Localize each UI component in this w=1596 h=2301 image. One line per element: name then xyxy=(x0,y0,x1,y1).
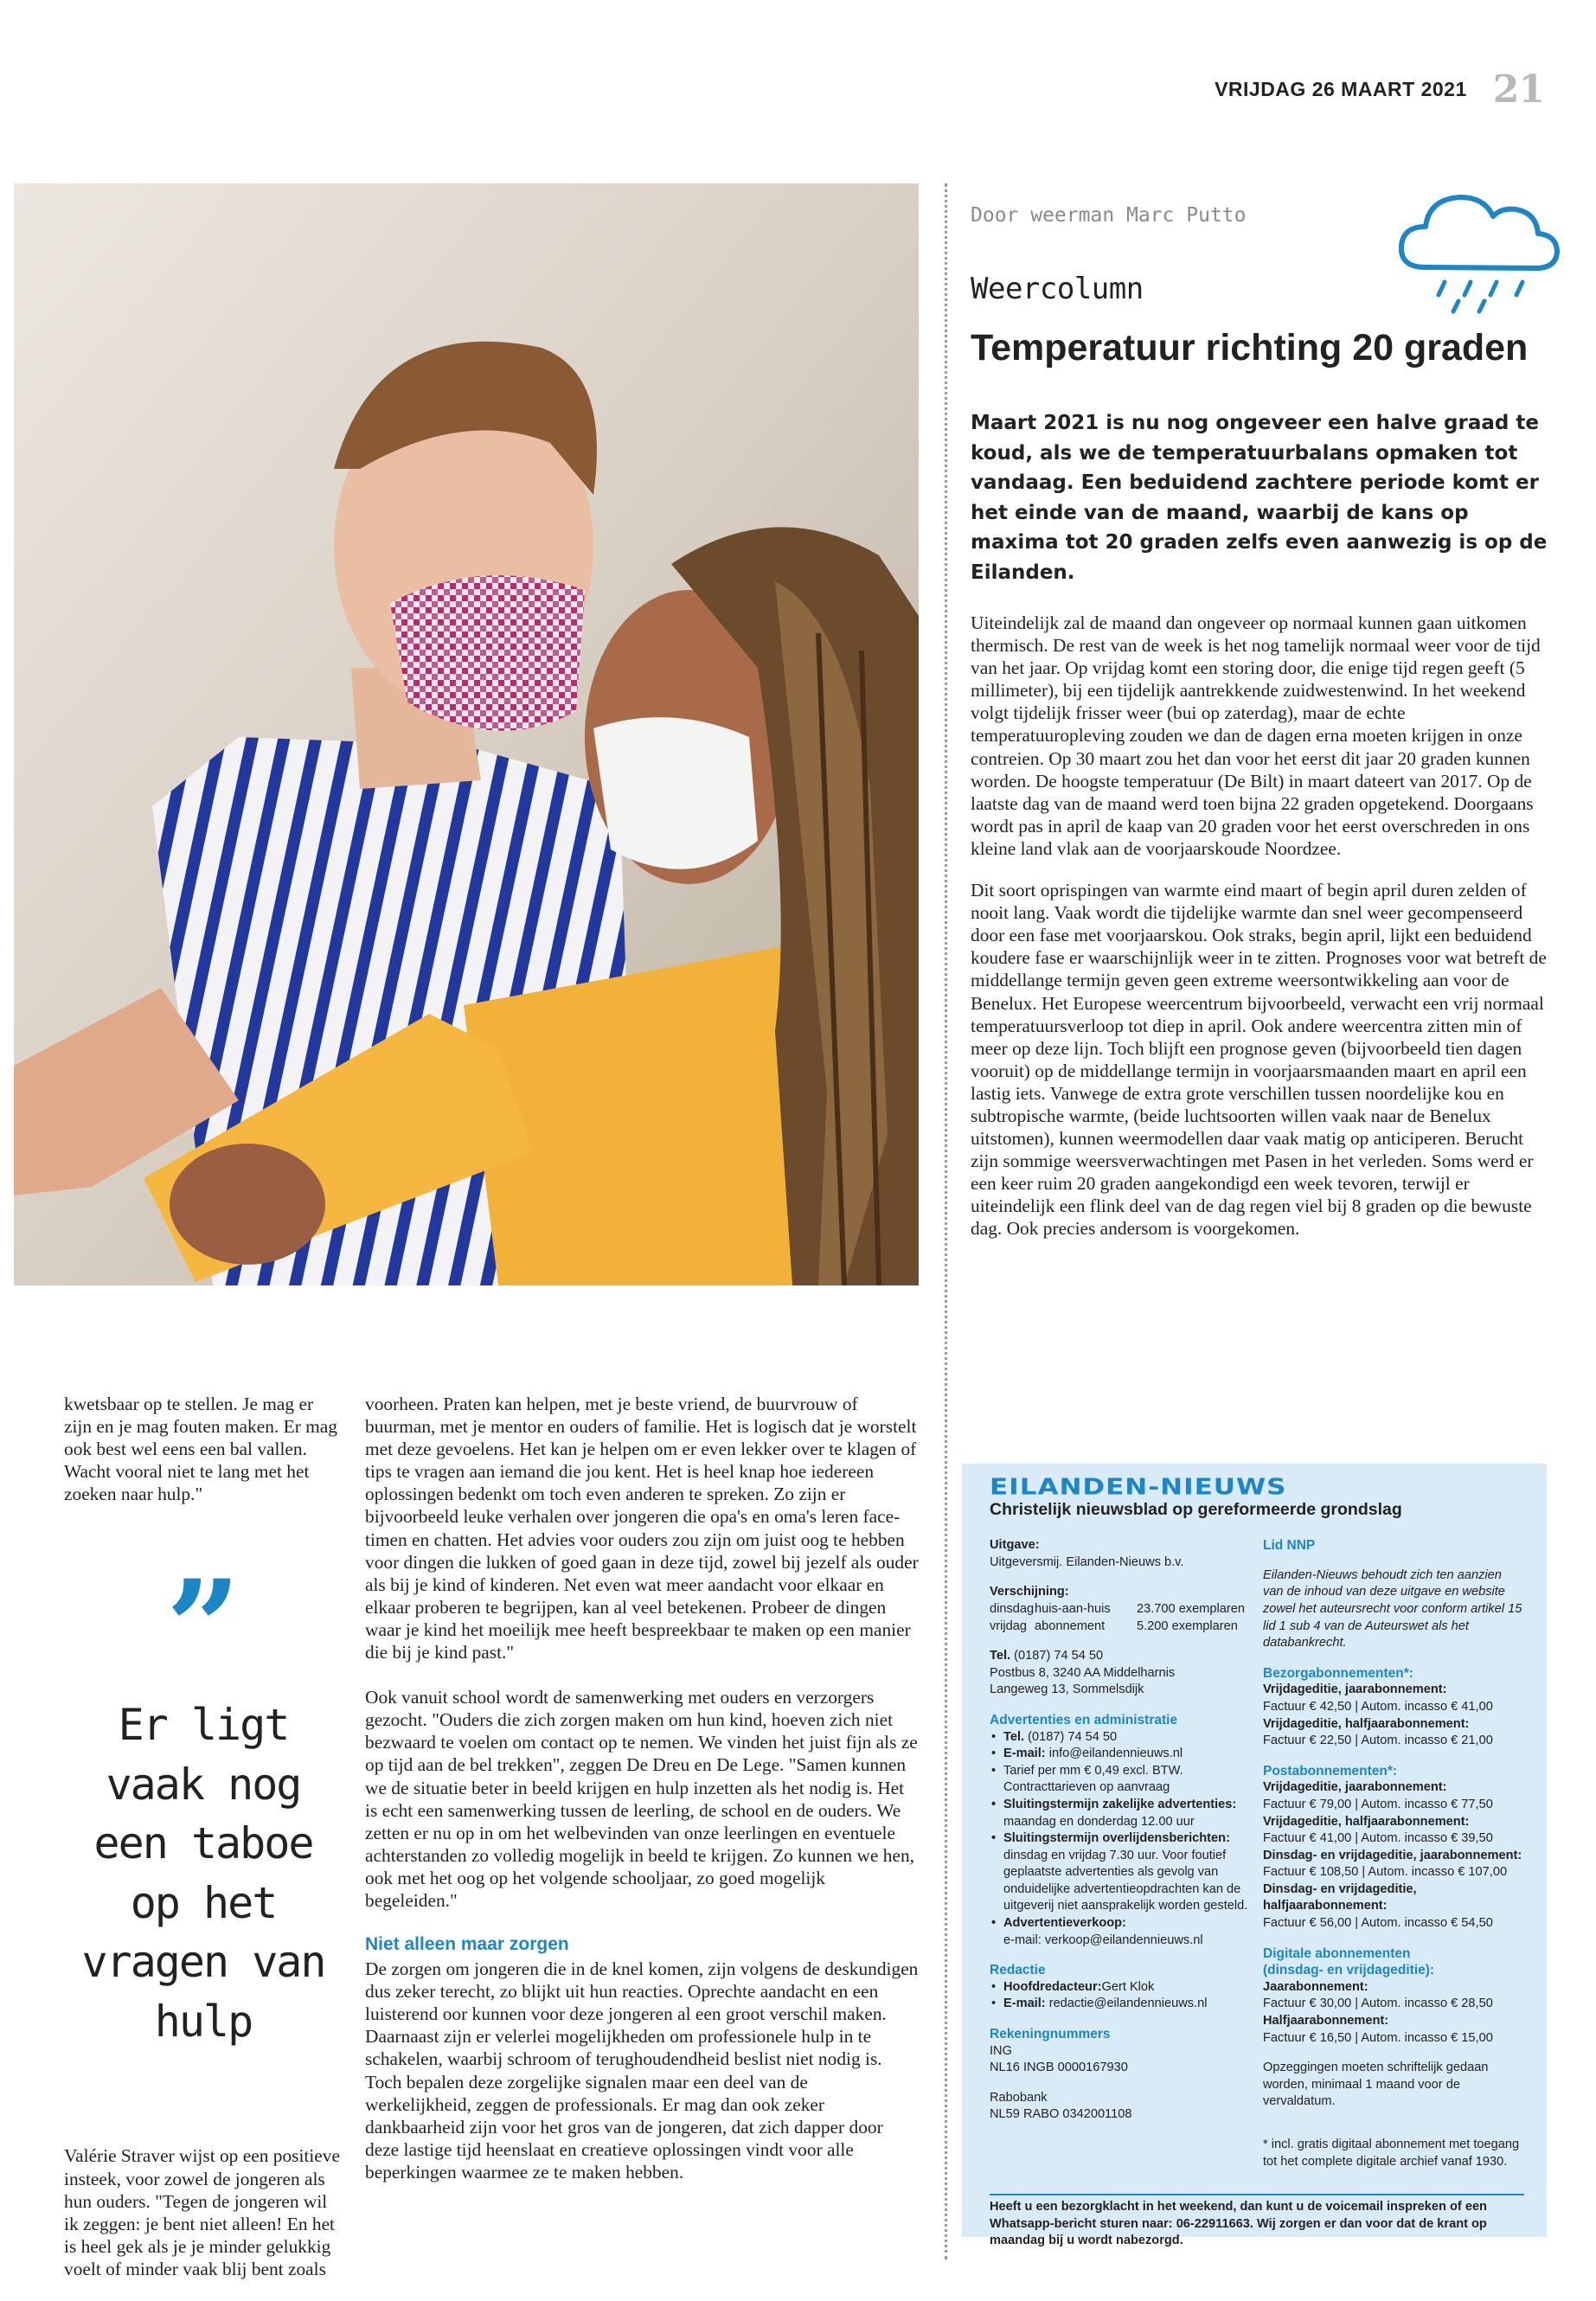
body-paragraph: voorheen. Praten kan helpen, met je beste vriend, de buurvrouw of buurman, met je mentor en ouders of familie. Het is logisch dat je worstelt met deze gevoelens. Het kan je helpen om er even lekker over te klagen of tips te vragen aan iemand die jou kent. Het is heel knap hoe iedereen oplossingen bedenkt om toch even anderen te spreken. Zo zijn er bijvoorbeeld leuke verhalen over jongeren die opa's en oma's leren face-timen en chatten. Het advies voor ouders zou zijn om juist oog te hebben voor dingen die lukken of goed gaan in deze tijd, zowel bij jezelf als ouder als bij je kind of kinderen. Net even wat meer aandacht voor elkaar en elkaar proberen te begrijpen, kan al veel betekenen. Probeer de dingen waar je kind het moeilijk mee heeft bespreekbaar te maken op een manier die bij je kind past." xyxy=(365,1394,919,1663)
article-photo xyxy=(14,183,919,1285)
sluit-zakelijk-label: • Sluitingstermijn zakelijke advertenties: xyxy=(990,1797,1263,1814)
price-value: Factuur € 41,00 | Autom. incasso € 39,50 xyxy=(1263,1831,1493,1846)
verschijning-row: vrijdag abonnement 5.200 exemplaren xyxy=(990,1618,1238,1633)
body-paragraph: Uiteindelijk zal de maand dan ongeveer op normaal kunnen gaan uitkomen thermisch. De rest van de week is het nog tamelijk normaal weer voor de tijd van het jaar. Op vrijdag komt een storing door, die enige tijd regen geeft (5 millimeter), bij een tijdelijk aantrekkende zuidwestenwind. In het weekend volgt tijdelijk frisser weer (bui op zaterdag), maar de echte temperatuuropleving zouden we dan de dagen erna moeten krijgen in onze contreien. Op 30 maart zou het dan voor het eerst dit jaar 20 graden kunnen worden. De hoogste temperatuur (De Bilt) in maart dateert van 2017. Op de laatste dag van de maand werd toen bijna 22 graden opgetekend. Doorgaans wordt pas in april de kaap van 20 graden voor het eerst overschreden in ons kleine land vlak aan de voorjaarskoude Noordzee. xyxy=(971,612,1541,859)
redactie-title: Redactie xyxy=(990,1963,1046,1978)
colophon-footer: Heeft u een bezorgklacht in het weekend, dan kunt u de voicemail inspreken of een Whatsapp-bericht sturen naar: 06-22911663. Wij zorgen er dan voor dat de krant op maandag bij u wordt nabezorgd. xyxy=(990,2200,1487,2248)
article-column-left xyxy=(64,1393,343,2280)
price-value: Factuur € 22,50 | Autom. incasso € 21,00 xyxy=(1263,1734,1493,1748)
author-byline: Door weerman Marc Putto xyxy=(971,204,1247,227)
footnote: * incl. gratis digitaal abonnement met toegang tot het complete digitale archief vanaf 1930. xyxy=(1263,2138,1520,2169)
page-header xyxy=(1215,67,1544,111)
sluit-overl-line: uitgeverij niet aansprakelijk worden gesteld. xyxy=(1003,1899,1248,1913)
body-paragraph: Ook vanuit school wordt de samenwerking met ouders en verzorgers gezocht. "Ouders die zich zorgen maken om hun kind, hoeven zich niet bezwaard te voelen om contact op te nemen. We vinden het juist fijn als ze op tijd aan de bel trekken", zeggen De Dreu en De Lege. "Samen kunnen we de situatie beter in beeld krijgen en hulp inzetten als het nodig is. Het is echt een samenwerking tussen de leerling, de school en de ouders. We zetten er nu op in om het welbevinden van onze leerlingen en eventuele achterstanden zo volledig mogelijk in beeld te krijgen. Zo kunnen we hen, ook met het oog op het volgende schooljaar, zo goed mogelijk begeleiden." xyxy=(365,1687,918,1911)
address-line: Langeweg 13, Sommelsdijk xyxy=(990,1682,1144,1697)
sluit-overl-line: geplaatste advertenties als gevolg van xyxy=(1003,1865,1219,1880)
rain-cloud-icon xyxy=(1391,185,1564,315)
bank-name: ING xyxy=(990,2043,1012,2058)
hoofdredacteur: • Hoofdredacteur:Gert Klok xyxy=(990,1979,1263,1997)
digi-subtitle: (dinsdag- en vrijdageditie): xyxy=(1263,1963,1435,1978)
price-label: Dinsdag- en vrijdageditie, jaarabonnement: xyxy=(1263,1848,1522,1862)
article-column-middle xyxy=(365,1393,919,2183)
colophon-divider xyxy=(990,2194,1524,2195)
verkoop-label: • Advertentieverkoop: xyxy=(990,1915,1263,1932)
column-name: Weercolumn xyxy=(971,272,1144,306)
page-number: 21 xyxy=(1492,67,1544,112)
price-value: Factuur € 108,50 | Autom. incasso € 107,00 xyxy=(1263,1865,1508,1880)
sluit-zakelijk-value: maandag en donderdag 12.00 uur xyxy=(1003,1814,1195,1829)
redactie-email: • E-mail: redactie@eilandennieuws.nl xyxy=(990,1996,1263,2013)
sluit-overl-line: dinsdag en vrijdag 7.30 uur. Voor foutief xyxy=(1003,1848,1227,1862)
body-paragraph: Valérie Straver wijst op een positieve insteek, voor zowel de jongeren als hun ouders. "Tegen de jongeren wil ik zeggen: je bent niet alleen! En het is heel gek als je je minder gelukkig voelt of minder vaak blij bent zoals xyxy=(64,2145,340,2279)
pull-quote: Er ligt vaak nog een taboe op het vragen van hulp xyxy=(81,1700,325,2047)
sluit-overl-label: • Sluitingstermijn overlijdensberichten: xyxy=(990,1830,1263,1848)
tagline: Christelijk nieuwsblad op gereformeerde grondslag xyxy=(990,1499,1402,1519)
price-value: Factuur € 56,00 | Autom. incasso € 54,50 xyxy=(1263,1916,1493,1931)
price-value: Factuur € 30,00 | Autom. incasso € 28,50 xyxy=(1263,1997,1493,2011)
quote-mark-icon: ” xyxy=(165,1552,241,1705)
adv-title: Advertenties en administratie xyxy=(990,1712,1178,1727)
adv-tarief-note: Contracttarieven op aanvraag xyxy=(1003,1780,1170,1795)
colophon-right xyxy=(1263,1537,1522,2170)
weather-column xyxy=(971,204,1550,1240)
price-value: Factuur € 42,50 | Autom. incasso € 41,00 xyxy=(1263,1699,1493,1714)
sluit-overl-line: onduidelijke advertentieopdrachten kan de xyxy=(1003,1881,1241,1896)
bank-account: NL59 RABO 0342001108 xyxy=(990,2107,1132,2122)
header-date: VRIJDAG 26 MAART 2021 xyxy=(1215,77,1467,100)
price-value: Factuur € 79,00 | Autom. incasso € 77,50 xyxy=(1263,1797,1493,1811)
intro-paragraph: Maart 2021 is nu nog ongeveer een halve graad te koud, als we de temperatuurbalans opmaken tot vandaag. Een beduidend zachtere periode komt er het einde van de maand, waarbij de kans op maxima tot 20 graden zelfs even aanwezig is op de Eilanden. xyxy=(971,412,1548,584)
opzeg-text: Opzeggingen moeten schriftelijk gedaan worden, minimaal 1 maand voor de vervaldatum. xyxy=(1263,2061,1489,2109)
digi-title: Digitale abonnementen xyxy=(1263,1945,1411,1961)
verkoop-value: e-mail: verkoop@eilandennieuws.nl xyxy=(1003,1932,1203,1947)
price-label: Halfjaarabonnement: xyxy=(1263,2014,1389,2029)
adv-tarief: • Tarief per mm € 0,49 excl. BTW. xyxy=(990,1763,1263,1780)
rekening-title: Rekeningnummers xyxy=(990,2027,1111,2042)
price-label: Dinsdag- en vrijdageditie, halfjaarabonnement: xyxy=(1263,1881,1417,1913)
bank-name: Rabobank xyxy=(990,2090,1048,2105)
verschijning-row: dinsdag huis-aan-huis 23.700 exemplaren xyxy=(990,1601,1245,1616)
bezorg-title: Bezorgabonnementen*: xyxy=(1263,1665,1413,1681)
price-label: Vrijdageditie, jaarabonnement: xyxy=(1263,1780,1447,1795)
adv-email: • E-mail: info@eilandennieuws.nl xyxy=(990,1746,1263,1763)
verschijning-label: Verschijning: xyxy=(990,1585,1069,1599)
colophon-box xyxy=(962,1464,1547,2248)
headline: Temperatuur richting 20 graden xyxy=(971,327,1529,369)
price-label: Vrijdageditie, jaarabonnement: xyxy=(1263,1682,1447,1697)
adv-tel: • Tel. (0187) 74 54 50 xyxy=(990,1729,1263,1747)
price-label: Vrijdageditie, halfjaarabonnement: xyxy=(1263,1716,1470,1731)
price-label: Jaarabonnement: xyxy=(1263,1979,1368,1994)
body-paragraph: Dit soort oprispingen van warmte eind maart of begin april duren zelden of nooit lang. Vaak wordt die tijdelijke warmte dan snel weer gecompenseerd door een fase met voorjaarskou. Ook straks, begin april, lijkt een beduidend koudere fase er waarschijnlijk weer in te zitten. Prognoses voor wat betreft de middellange termijn geven geen extreme weersontwikkeling aan voor de Benelux. Het Europese weercentrum bijvoorbeeld, verwacht een vrij normaal temperatuursverloop tot diep in april. Ook andere weercentra zitten min of meer op deze lijn. Toch blijft een prognose geven (bijvoorbeeld tien dagen vooruit) op de middellange termijn in voorjaarsmaanden maart en april een lastig iets. Vanwege de extra grote verschillen tussen noordelijke kou en subtropische warmte, (beide luchtsoorten willen vaak naar de Benelux uitstomen), kunnen weermodellen daar vaak matig op anticiperen. Berucht zijn sommige weersverwachtingen met Pasen in het verleden. Soms werd er een keer ruim 20 graden aangekondigd een week tevoren, terwijl er uiteindelijk een flink deel van de dag regen viel bij 8 graden op die bewuste dag. Ook precies andersom is voorgekomen. xyxy=(971,880,1547,1240)
colophon-left xyxy=(990,1537,1263,2170)
body-paragraph: De zorgen om jongeren die in de knel komen, zijn volgens de deskundigen dus zeker terecht, zo blijkt uit hun reacties. Oprechte aandacht en een luisterend oor kunnen voor deze jongeren al een groot verschil maken. Daarnaast zijn er velerlei mogelijkheden om professionele hulp in te schakelen, waarbij schroom of terughoudendheid beslist niet nodig is. Toch bepalen deze zorgelijke signalen maar een deel van de werkelijkheid, zeggen de professionals. Er mag dan ook zeker dankbaarheid zijn voor het gros van de jongeren, dat zich dapper door deze lastige tijd heenslaat en creatieve oplossingen vindt voor alle beperkingen waarmee ze te maken hebben. xyxy=(365,1958,919,2182)
uitgave-label: Uitgave: xyxy=(990,1538,1040,1553)
column-divider xyxy=(945,183,947,2259)
price-label: Vrijdageditie, halfjaarabonnement: xyxy=(1263,1814,1470,1829)
body-paragraph: kwetsbaar op te stellen. Je mag er zijn en je mag fouten maken. Er mag ook best wel eens een bal vallen. Wacht vooral niet te lang met het zoeken naar hulp." xyxy=(64,1394,337,1505)
nnp-text: Eilanden-Nieuws behoudt zich ten aanzien van de inhoud van deze uitgave en website zowel het auteursrecht voor conform artikel 15 lid 1 sub 4 van de Auteurswet als het databankrecht. xyxy=(1263,1567,1522,1650)
bank-account: NL16 INGB 0000167930 xyxy=(990,2061,1128,2075)
nnp-title: Lid NNP xyxy=(1263,1538,1316,1554)
post-title: Postabonnementen*: xyxy=(1263,1763,1398,1779)
address-line: Postbus 8, 3240 AA Middelharnis xyxy=(990,1665,1176,1680)
brand-logo: EILANDEN-NIEUWS xyxy=(990,1474,1287,1500)
tel-line: Tel. (0187) 74 54 50 xyxy=(990,1649,1104,1663)
price-value: Factuur € 16,50 | Autom. incasso € 15,00 xyxy=(1263,2030,1493,2045)
uitgave-value: Uitgeversmij. Eilanden-Nieuws b.v. xyxy=(990,1554,1184,1569)
subheading: Niet alleen maar zorgen xyxy=(365,1934,569,1955)
